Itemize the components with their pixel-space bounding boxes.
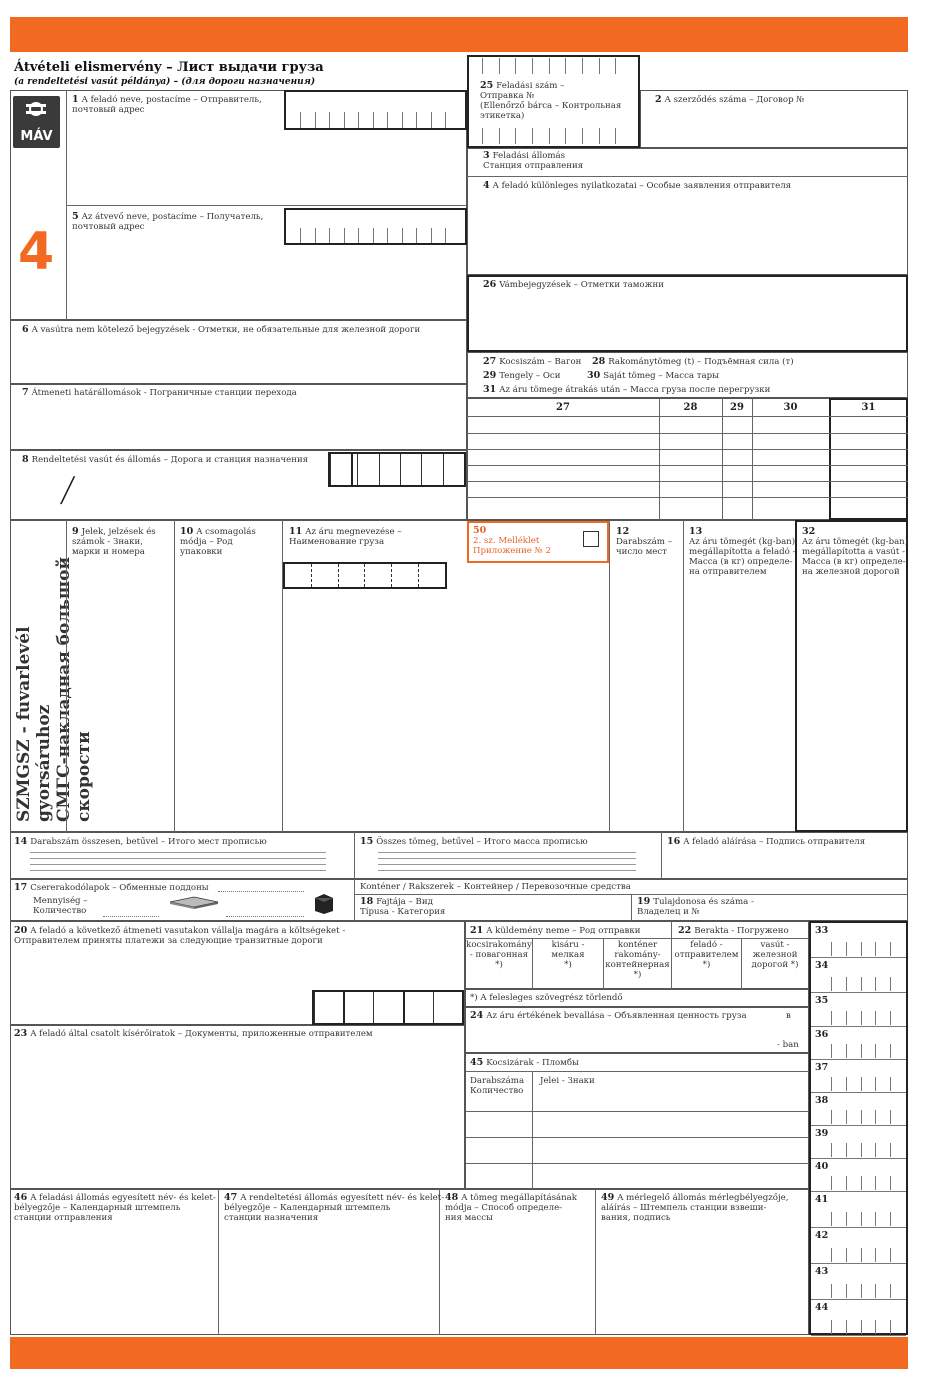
destination-slash: /	[58, 470, 77, 510]
field-3-station: 3 Feladási állomás Станция отправления	[483, 150, 584, 171]
field-11-goods: 11 Az áru megnevezése – Наименование груза	[289, 526, 402, 547]
right-field-41[interactable]	[811, 1192, 906, 1228]
right-field-number: 36	[815, 1029, 829, 1040]
right-field-number: 38	[815, 1095, 829, 1106]
field-30-label: 30 Saját tömeg – Масса тары	[587, 370, 719, 381]
right-field-33[interactable]	[811, 923, 906, 958]
field-2-contract: 2 A szerződés száma – Договор №	[655, 94, 805, 105]
right-field-number: 33	[815, 925, 829, 936]
field-14-count-words: 14 Darabszám összesen, betűvel – Итого мест прописью	[14, 836, 267, 847]
logo-text: MÁV	[20, 129, 53, 144]
field-6-label: 6 A vasútra nem kötelező bejegyzések - Отметки, не обязательные для железной дороги	[22, 324, 421, 335]
right-field-number: 44	[815, 1302, 829, 1313]
right-field-36[interactable]	[811, 1027, 906, 1060]
option-wagonload[interactable]: kocsirakomány - повагонная *)	[466, 940, 532, 970]
field-8-label: 8 Rendeltetési vasút és állomás – Дорога и станция назначения	[22, 454, 309, 465]
field-22-loaded-by: 22 Berakta - Погружено	[678, 925, 789, 936]
field-5-consignee: 5 Az átvevő neve, postacíme – Получатель, почтовый адрес	[72, 211, 264, 232]
field-25-label: 25 Feladási szám – Отправка № (Ellenőrző bárca – Контрольная этикетка)	[480, 80, 622, 121]
right-field-37[interactable]	[811, 1060, 906, 1093]
field-26-label: 26 Vámbejegyzések – Отметки таможни	[483, 279, 664, 290]
top-orange-bar	[10, 17, 908, 52]
right-field-number: 34	[815, 960, 829, 971]
field-45-label: 45 Kocsizárak - Пломбы	[470, 1057, 579, 1068]
goods-code-box[interactable]	[283, 562, 447, 589]
table-header-31: 31	[861, 402, 876, 413]
right-field-number: 39	[815, 1128, 829, 1139]
field-17-quantity: Mennyiség – Количество	[33, 896, 88, 916]
field-24-unit-top: в	[786, 1011, 791, 1021]
right-field-number: 42	[815, 1230, 829, 1241]
option-railway[interactable]: vasút - железной дорогой *)	[751, 940, 799, 970]
field-21-shipment-type: 21 A küldemény neme – Род отправки	[470, 925, 641, 936]
right-field-number: 40	[815, 1161, 829, 1172]
table-header-29: 29	[730, 402, 744, 413]
right-field-35[interactable]	[811, 993, 906, 1027]
pallet-icon	[168, 895, 220, 909]
option-container[interactable]: konténer rakomány- контейнерная *)	[605, 940, 670, 980]
mav-rail-logo-icon	[13, 96, 60, 148]
field-47-destination-stamp: 47 A rendeltetési állomás egyesített név- és kelet- bélyegzője – Календарный штемпель станции назначения	[224, 1192, 445, 1223]
field-10-packaging: 10 A csomagolás módja – Род упаковки	[180, 526, 256, 557]
field-7-label: 7 Átmeneti határállomások - Пограничные станции перехода	[22, 387, 297, 398]
field-9-marks: 9 Jelek, jelzések és számok - Знаки, марки и номера	[72, 526, 156, 557]
field-23-box	[10, 1025, 465, 1189]
field-49-weighing-stamp: 49 A mérlegelő állomás mérlegbélyegzője, aláírás – Штемпель станции взвеши- вания, подпись	[601, 1192, 789, 1223]
seals-marks-header: Jelei - Знаки	[540, 1076, 595, 1086]
right-field-40[interactable]	[811, 1159, 906, 1192]
transit-code-box[interactable]	[312, 990, 464, 1025]
right-field-34[interactable]	[811, 958, 906, 993]
field-48-weighing-method: 48 A tömeg megállapításának módja – Способ определе- ния массы	[445, 1192, 577, 1223]
field-28-label: 28 Rakománytömeg (t) – Подъёмная сила (т)	[592, 356, 794, 367]
copy-number: 4	[18, 222, 55, 282]
bottom-orange-bar	[10, 1337, 908, 1369]
seals-count-header: Darabszáma Количество	[470, 1076, 525, 1096]
field-29-label: 29 Tengely – Оси	[483, 370, 561, 381]
checkbox-icon[interactable]	[583, 531, 599, 547]
field-46-departure-stamp: 46 A feladási állomás egyesített név- és kelet- bélyegzője – Календарный штемпель станции отправления	[14, 1192, 216, 1223]
table-header-30: 30	[783, 402, 798, 413]
right-field-39[interactable]	[811, 1126, 906, 1159]
field-15-weight-words: 15 Összes tömeg, betűvel – Итого масса прописью	[360, 836, 588, 847]
field-19-owner: 19 Tulajdonosa és száma - Владелец и №	[637, 896, 754, 917]
field-16-signature: 16 A feladó aláírása – Подпись отправителя	[667, 836, 866, 847]
field-50-label: 50 2. sz. Melléklet Приложение № 2	[473, 525, 551, 556]
field-12-count: 12 Darabszám – число мест	[616, 526, 672, 557]
field-31-label: 31 Az áru tömege átrakás után – Масса груза после перегрузки	[483, 384, 771, 395]
form-title: Átvételi elismervény – Лист выдачи груза	[14, 60, 324, 75]
container-label: Konténer / Rakszerek – Контейнер / Перевозочные средства	[360, 882, 631, 892]
field-20-transit-payments: 20 A feladó a következő átmeneti vasutakon vállalja magára a költségeket - Отправителем приняты платежи за следующие транзитные дороги	[14, 925, 346, 946]
right-field-44[interactable]	[811, 1300, 906, 1336]
field-18-type: 18 Fajtája – Вид Típusa - Категория	[360, 896, 446, 917]
container-box-icon	[312, 893, 336, 915]
field-17-pallets: 17 Csererakodólapok – Обменные поддоны	[14, 882, 209, 893]
field-23-documents: 23 A feladó által csatolt kísérőiratok – Документы, приложенные отправителем	[14, 1028, 373, 1039]
right-field-43[interactable]	[811, 1264, 906, 1300]
option-small-goods[interactable]: kisáru - мелкая *)	[551, 940, 585, 970]
right-field-42[interactable]	[811, 1228, 906, 1264]
table-header-28: 28	[683, 402, 698, 413]
field-32-weight-railway: 32 Az áru tömegét (kg-ban) megállapította a vasút - Масса (в кг) определе- на железной дорогой	[802, 526, 909, 577]
field-24-value: 24 Az áru értékének bevallása – Объявленная ценность груза	[470, 1010, 747, 1021]
right-field-number: 43	[815, 1266, 829, 1277]
field-24-unit-bottom: - ban	[777, 1040, 799, 1050]
form-subtitle: (a rendeltetési vasút példánya) – (для дороги назначения)	[14, 77, 316, 87]
field-27-label: 27 Kocsiszám – Вагон	[483, 356, 582, 367]
right-field-38[interactable]	[811, 1093, 906, 1126]
footnote: *) A felesleges szövegrész törlendő	[470, 993, 623, 1003]
right-field-number: 37	[815, 1062, 829, 1073]
field-13-weight-sender: 13 Az áru tömegét (kg-ban) megállapította a feladó – Масса (в кг) определе- на отправителем	[689, 526, 797, 577]
table-header-27: 27	[556, 402, 570, 413]
field-1-sender: 1 A feladó neve, postacíme – Отправитель, почтовый адрес	[72, 94, 262, 115]
right-field-number: 35	[815, 995, 829, 1006]
right-field-number: 41	[815, 1194, 829, 1205]
field-45-seals	[465, 1053, 809, 1189]
vertical-side-title: SZMGSZ - fuvarlevél gyorsáruhoz СМГС-накладная большой скорости	[14, 556, 94, 822]
option-sender[interactable]: feladó - отправителем *)	[674, 940, 739, 970]
field-4-declarations: 4 A feladó különleges nyilatkozatai – Особые заявления отправителя	[483, 180, 792, 191]
destination-code-box[interactable]	[328, 452, 466, 487]
